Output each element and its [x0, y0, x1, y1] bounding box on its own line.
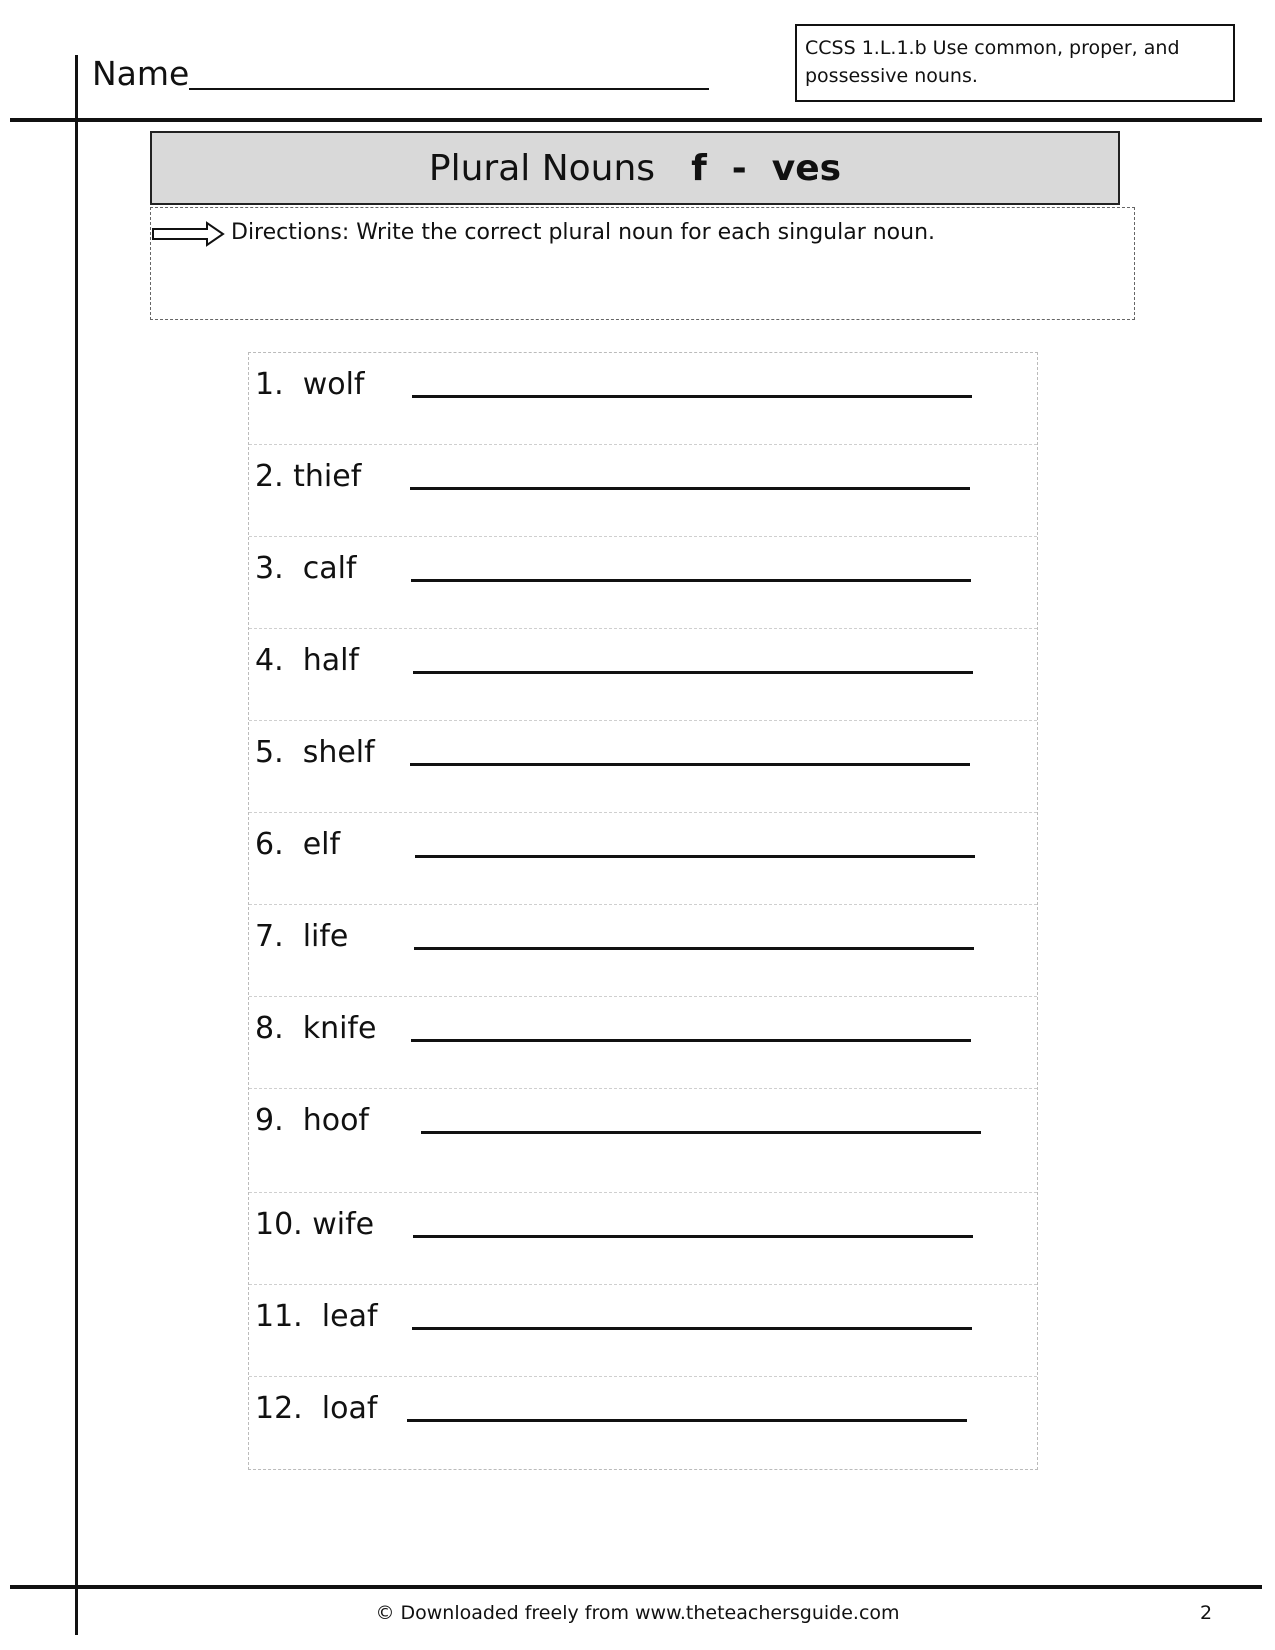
item-label: 12. loaf: [255, 1391, 378, 1426]
answer-line[interactable]: [421, 1131, 981, 1134]
list-item: [249, 1377, 1037, 1469]
answer-line[interactable]: [412, 395, 972, 398]
standard-box: [795, 24, 1235, 102]
standard-text-line-1: CCSS 1.L.1.b Use common, proper, and: [805, 37, 1180, 59]
list-item: [249, 997, 1037, 1089]
item-label: 11. leaf: [255, 1299, 378, 1334]
item-label: 2. thief: [255, 459, 362, 494]
title-bar: [150, 131, 1120, 205]
page-title-suffix: f - ves: [691, 147, 842, 189]
answer-line[interactable]: [413, 1235, 973, 1238]
item-label: 9. hoof: [255, 1103, 369, 1138]
answer-line[interactable]: [411, 579, 971, 582]
items-box: [248, 352, 1038, 1470]
footer-rule: [10, 1585, 1262, 1589]
margin-line: [75, 55, 78, 1635]
item-label: 6. elf: [255, 827, 341, 862]
item-label: 3. calf: [255, 551, 357, 586]
page-number: 2: [1200, 1602, 1213, 1624]
item-label: 1. wolf: [255, 367, 365, 402]
name-blank-line[interactable]: [189, 88, 709, 90]
answer-line[interactable]: [415, 855, 975, 858]
directions-box: [150, 207, 1135, 320]
item-label: 10. wife: [255, 1207, 375, 1242]
list-item: [249, 813, 1037, 905]
right-arrow-icon: [151, 220, 227, 248]
page-title: Plural Nouns: [428, 147, 656, 189]
directions-text: Directions: Write the correct plural noun for each singular noun.: [231, 220, 936, 245]
answer-line[interactable]: [410, 763, 970, 766]
standard-text-line-2: possessive nouns.: [805, 65, 978, 87]
header-rule: [10, 118, 1262, 122]
list-item: [249, 1193, 1037, 1285]
list-item: [249, 721, 1037, 813]
name-field: [92, 54, 709, 94]
list-item: [249, 629, 1037, 721]
item-label: 8. knife: [255, 1011, 377, 1046]
answer-line[interactable]: [414, 947, 974, 950]
answer-line[interactable]: [413, 671, 973, 674]
item-label: 4. half: [255, 643, 359, 678]
list-item: [249, 1285, 1037, 1377]
list-item: [249, 445, 1037, 537]
footer-credit: © Downloaded freely from www.theteachersguide.com: [375, 1602, 900, 1624]
answer-line[interactable]: [411, 1039, 971, 1042]
answer-line[interactable]: [407, 1419, 967, 1422]
list-item: [249, 353, 1037, 445]
answer-line[interactable]: [412, 1327, 972, 1330]
name-label: Name: [92, 54, 190, 93]
answer-line[interactable]: [410, 487, 970, 490]
list-item: [249, 537, 1037, 629]
item-label: 5. shelf: [255, 735, 375, 770]
item-label: 7. life: [255, 919, 349, 954]
list-item: [249, 905, 1037, 997]
list-item: [249, 1089, 1037, 1193]
